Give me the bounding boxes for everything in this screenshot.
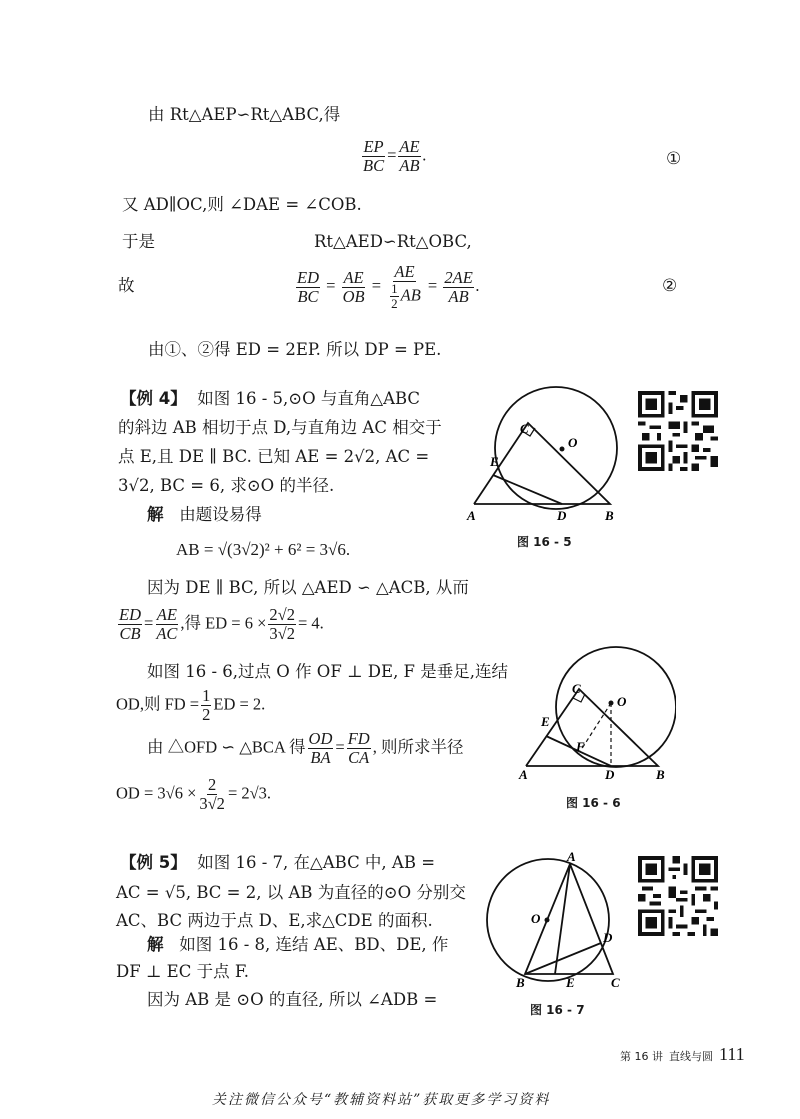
equation-2-tag: ② <box>662 276 678 296</box>
page-footer <box>620 1044 745 1066</box>
qr-code-icon[interactable] <box>638 391 718 471</box>
fig166-label-F: F <box>576 739 585 754</box>
example-4-line-5: 因为 DE ∥ BC, 所以 △AED ∽ △ACB, 从而 <box>147 578 469 597</box>
fig166-label-E: E <box>541 714 550 729</box>
equation-2-lead: 故 <box>118 276 135 295</box>
example-4-ab-equation: AB = √(3√2)² + 6² = 3√6. <box>176 540 351 559</box>
figure-16-6-caption: 图 16 - 6 <box>566 796 621 810</box>
fig165-label-D: D <box>557 508 567 523</box>
figure-16-7 <box>483 850 633 995</box>
figure-16-7-caption: 图 16 - 7 <box>530 1003 585 1017</box>
equation-2: $\frac{ED}{BC}$ = $\frac{AE}{OB}$ = AE $\frac{1}{2}$ AB = $\frac{2AE}{AB}$ . <box>297 262 480 312</box>
example-5-line-6: 因为 AB 是 ⊙O 的直径, 所以 ∠ADB = <box>147 990 438 1009</box>
example-4-line-7: 如图 16 - 6,过点 O 作 OF ⊥ DE, F 是垂足,连结 <box>147 662 508 681</box>
footer-chapter: 第 16 讲 <box>620 1050 663 1063</box>
example-4-line-10: OD = 3√6 × $\frac{2}{3√2}$ = 2√3. <box>116 775 272 814</box>
example-5-line-3: AC、BC 两边于点 D、E,求△CDE 的面积. <box>116 911 433 930</box>
fig167-label-D: D <box>603 930 613 945</box>
text-line-2: 又 AD∥OC,则 ∠DAE = ∠COB. <box>122 195 362 214</box>
fig165-label-A: A <box>467 508 476 523</box>
fig167-label-O: O <box>531 911 541 926</box>
fig167-label-C: C <box>611 975 620 990</box>
example-5-line-5: DF ⊥ EC 于点 F. <box>116 962 249 981</box>
example-5-line-1: 【例 5】 如图 16 - 7, 在△ABC 中, AB = <box>120 853 436 872</box>
example-4-line-2: 的斜边 AB 相切于点 D,与直角边 AC 相交于 <box>118 418 442 437</box>
fig165-label-C: C <box>520 421 529 436</box>
fig167-label-E: E <box>566 975 575 990</box>
qr-code-icon[interactable] <box>638 856 718 936</box>
text-line-4: 由①、②得 ED = 2EP. 所以 DP = PE. <box>148 340 442 359</box>
figure-16-5 <box>462 383 632 528</box>
example-4-line-3: 点 E,且 DE ∥ BC. 已知 AE = 2√2, AC = <box>118 447 430 466</box>
fig166-label-C: C <box>572 681 581 696</box>
equation-1-tag: ① <box>666 149 682 169</box>
fig166-label-D: D <box>605 767 615 782</box>
example-4-line-4: 3√2, BC = 6, 求⊙O 的半径. <box>118 476 335 495</box>
example-4-solution: 解 由题设易得 <box>147 505 262 524</box>
fig165-label-O: O <box>568 435 578 450</box>
example-4-line-6: $\frac{ED}{CB}$ = $\frac{AE}{AC}$ ,得 ED = 6 × $\frac{2√2}{3√2}$ = 4. <box>119 605 324 644</box>
example-5-label: 【例 5】 <box>120 853 187 872</box>
footer-title: 直线与圆 <box>669 1050 713 1063</box>
example-4-line-9: 由 △OFD ∽ △BCA 得 $\frac{OD}{BA}$ = $\frac{FD}{CA}$ , 则所求半径 <box>147 729 464 768</box>
example-4-line-8: OD,则 FD = $\frac{1}{2}$ ED = 2. <box>116 686 266 725</box>
fig165-label-B: B <box>605 508 614 523</box>
example-4-line-1: 【例 4】 如图 16 - 5,⊙O 与直角△ABC <box>120 389 421 408</box>
fig165-label-E: E <box>490 454 499 469</box>
text-line-1: 由 Rt△AEP∽Rt△ABC,得 <box>148 105 341 124</box>
text-line-3-lead: 于是 <box>122 232 155 251</box>
watermark-text: 关注微信公众号“教辅资料站”获取更多学习资料 <box>212 1092 551 1108</box>
page-number: 111 <box>719 1044 745 1064</box>
text-line-3-expr: Rt△AED∽Rt△OBC, <box>314 232 472 251</box>
fig166-label-O: O <box>617 694 627 709</box>
fig166-label-B: B <box>656 767 665 782</box>
fig167-label-A: A <box>567 850 576 864</box>
example-4-label: 【例 4】 <box>120 389 187 408</box>
figure-16-6 <box>516 645 676 785</box>
figure-16-5-caption: 图 16 - 5 <box>517 535 572 549</box>
fig167-label-B: B <box>516 975 525 990</box>
equation-1: $\frac{EP}{BC}$ = $\frac{AE}{AB}$ . <box>363 137 427 176</box>
fig166-label-A: A <box>519 767 528 782</box>
example-5-line-4: 解 如图 16 - 8, 连结 AE、BD、DE, 作 <box>147 935 449 954</box>
example-5-line-2: AC = √5, BC = 2, 以 AB 为直径的⊙O 分别交 <box>116 883 466 902</box>
